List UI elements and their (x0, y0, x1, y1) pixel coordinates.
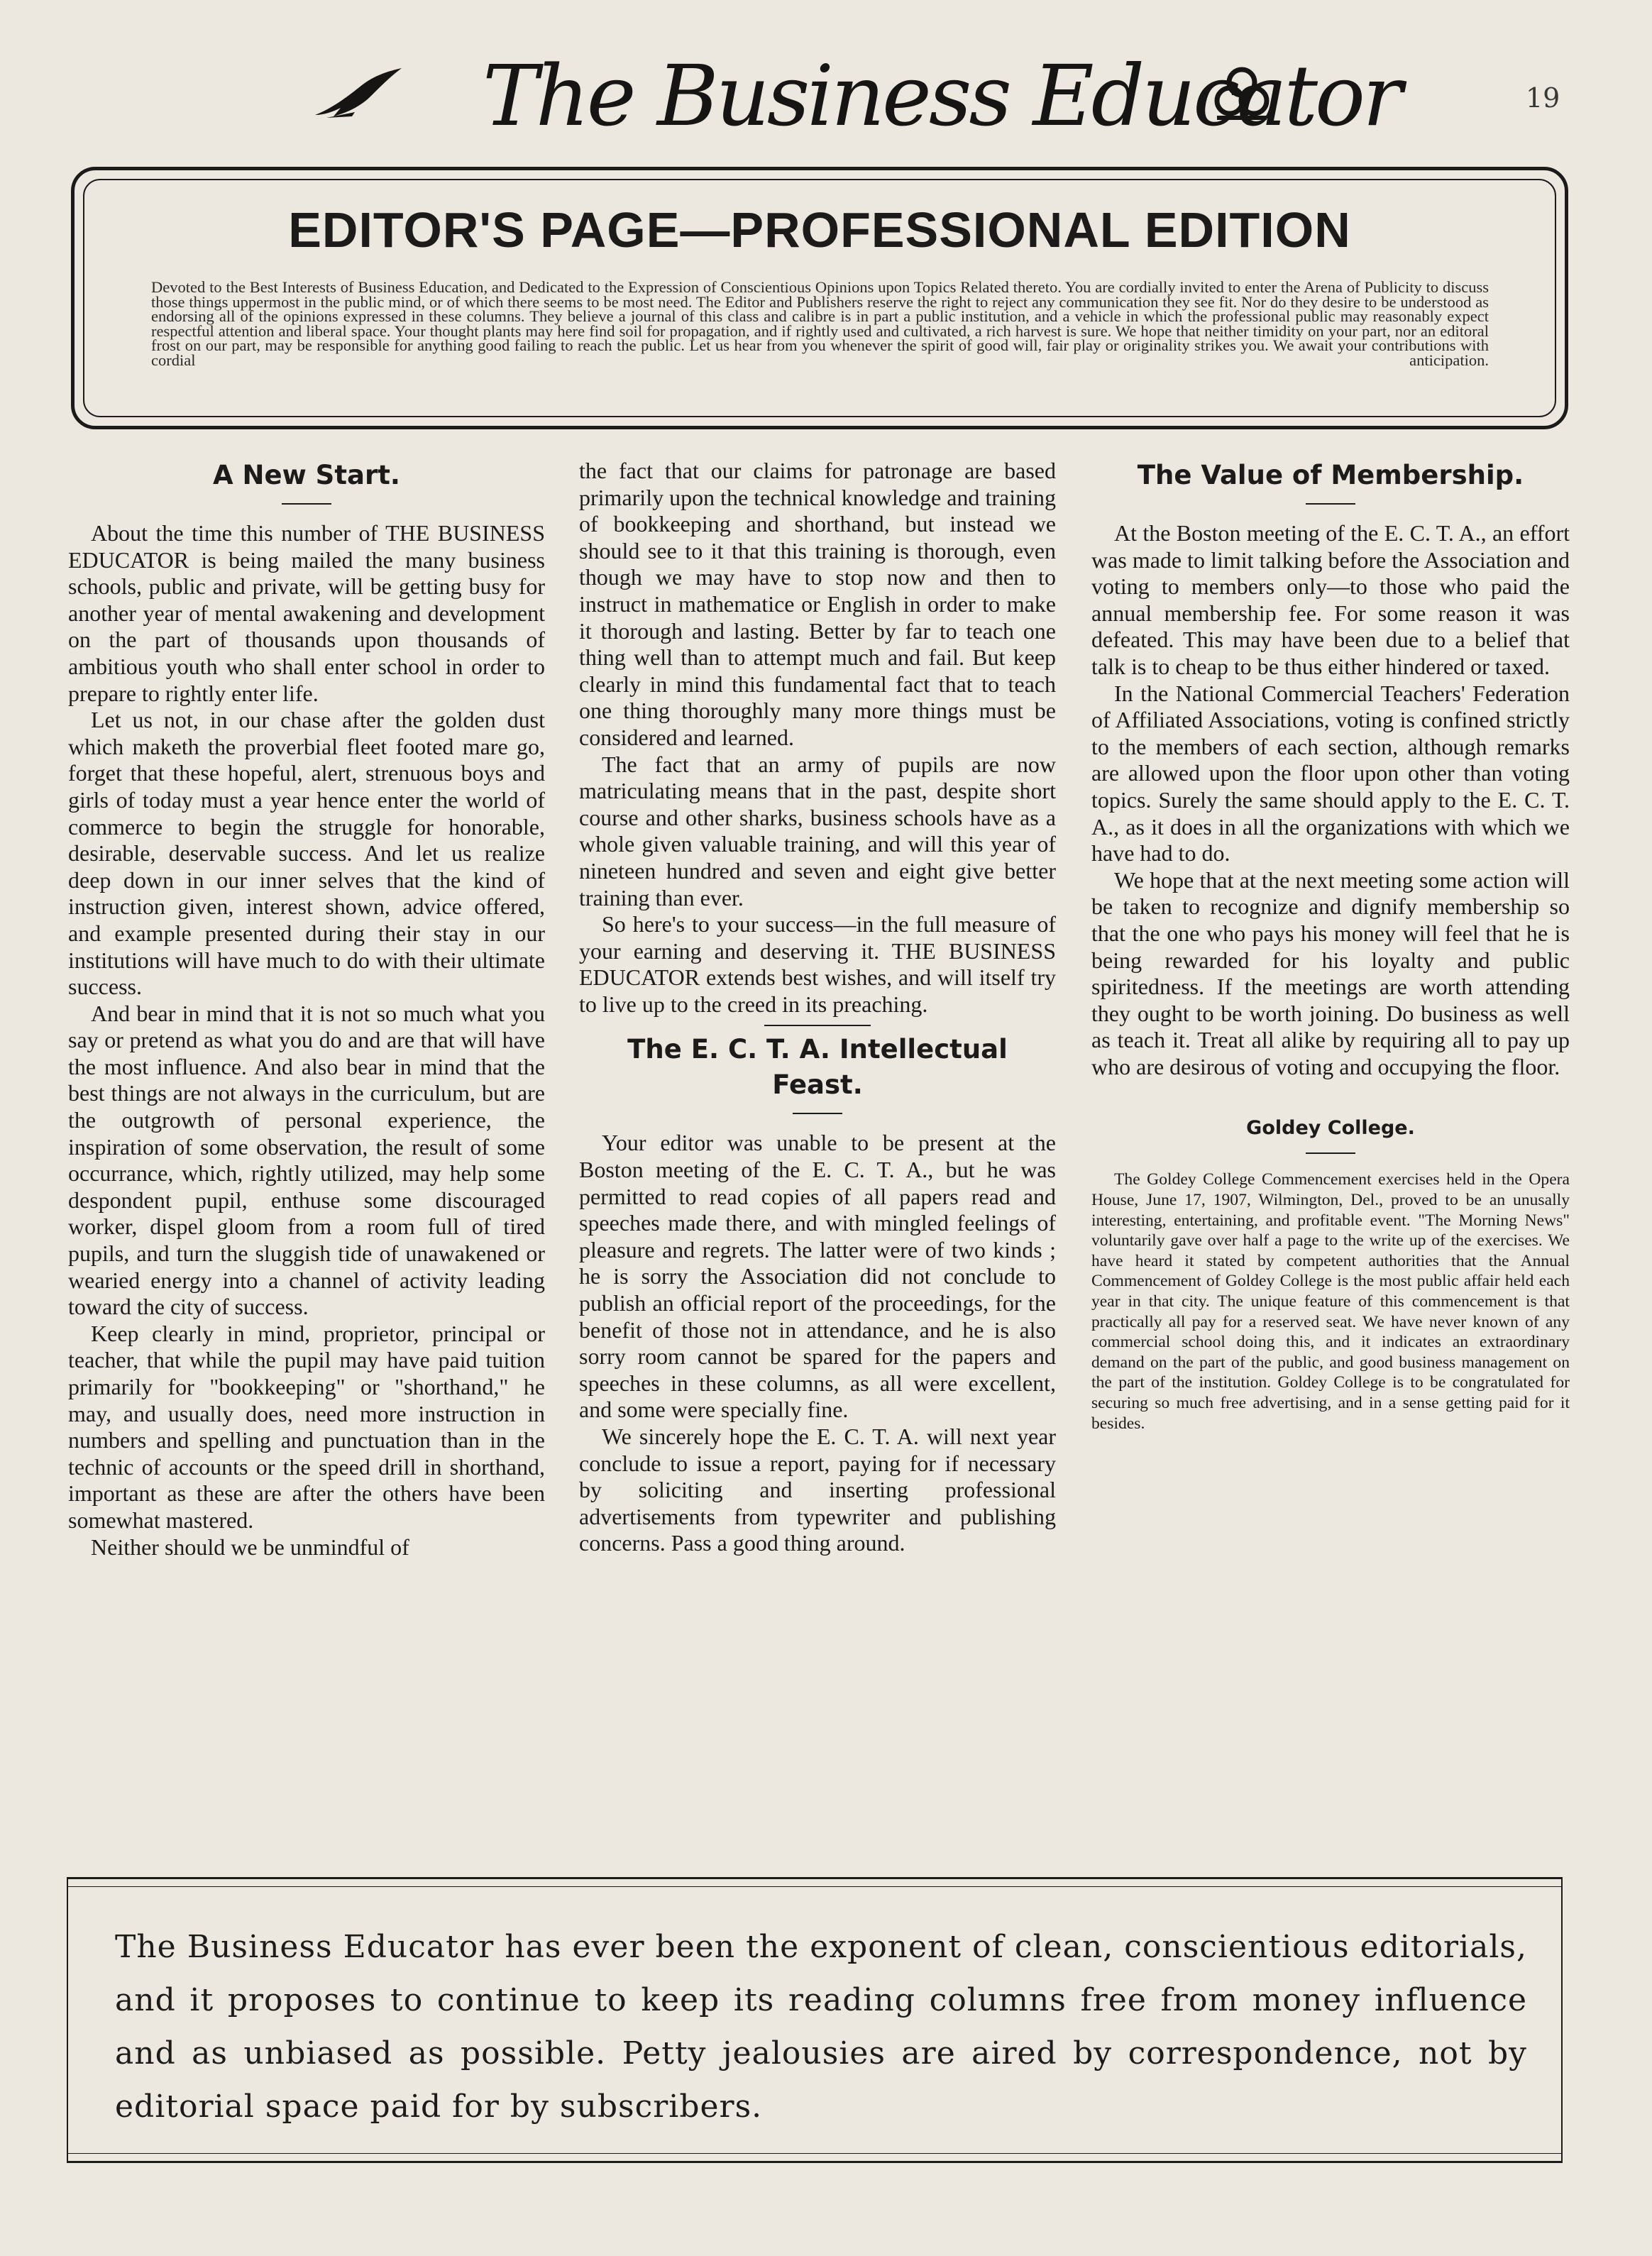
paragraph: Neither should we be unmindful of (91, 1534, 409, 1560)
column-3 (1091, 458, 1570, 1434)
paragraph: We sincerely hope the E. C. T. A. will next year conclude to issue a report, paying for if necessary by soliciting and inserting professional advertisements from typewriter and publishing concerns. Pass a good thing around. (579, 1424, 1056, 1556)
paragraph: We hope that at the next meeting some action will be taken to recognize and dignify membership so that the one who pays his money will feel that he is being rewarded for his loyalty and public spiritedness. If the meetings are worth attending they ought to be worth joining. Do business as well as teach it. Treat all alike by requiring all to pay up who are desirous of voting and occupying the floor. (1091, 866, 1570, 1079)
title-rule (1306, 1152, 1355, 1154)
paragraph: About the time this number of THE BUSINESS EDUCATOR is being mailed the many business schools, public and private, will be getting busy for another year of mental awakening and development on the part of thousands upon thousands of ambitious youth who shall enter school in order to prepare to rightly enter life. (68, 520, 545, 706)
notice-text: The Business Educator has ever been the exponent of clean, conscientious editorials, and it proposes to continue to keep its reading columns free from money influence and as unbiased as possible. Petty jealousies are aired by correspondence, not by editorial space paid for by subscribers. (115, 1929, 1527, 2125)
article-divider (764, 1025, 871, 1026)
column-1 (68, 458, 545, 1561)
editor-intro: Devoted to the Best Interests of Business Education, and Dedicated to the Expression of Conscientious Opinions upon Topics Related thereto. You are cordially invited to enter the Arena of Publicity to discuss those things uppermost in the public mind, or of which there seems to be most need. The Editor and Publishers reserve the right to reject any communication they see fit. Nor do they desire to be understood as endorsing all of the opinions expressed in these columns. They believe a journal of this class and calibre is in part a public institution, and a vehicle in which the professional public may reasonably expect respectful attention and liberal space. Your thought plants may here find soil for propagation, and if rightly used and cultivated, a rich harvest is sure. We hope that neither timidity on your part, nor an editoral frost on our part, may be responsible for anything good failing to reach the public. Let us hear from you whenever the spirit of good will, fair play or originality strikes you. We await your contributions with cordial anticipation. (151, 278, 1489, 369)
article-title-new-start: A New Start. (213, 460, 400, 490)
notice-box (67, 1877, 1563, 2163)
quill-icon (312, 65, 404, 122)
masthead-title: The Business Educator (483, 47, 1400, 145)
paragraph: The fact that an army of pupils are now matriculating means that in the past, despite short course and other sharks, business schools have as a whole given valuable training, and will this year of nineteen hundred and seven and eight give better training than ever. (579, 751, 1056, 910)
paragraph: And bear in mind that it is not so much what you say or pretend as what you do and are that will have the most influence. And also bear in mind that the best things are not always in the curriculum, but are the outgrowth of personal experience, the inspiration of some observation, the result of some occurrance, which, rightly utilized, may help some despondent pupil, enthuse some discouraged worker, dispel gloom from a room full of tired pupils, and turn the sluggish tide of unawakened or wearied energy into a channel of activity leading toward the city of success. (68, 1000, 545, 1320)
spacer (1091, 1080, 1570, 1114)
paragraph: Let us not, in our chase after the golden dust which maketh the proverbial fleet footed mare go, forget that these hopeful, alert, strenuous boys and girls of today must a year hence enter the world of commerce to begin the struggle for honorable, desirable, deservable success. And let us realize deep down in our inner selves that the kind of instruction given, interest shown, advice offered, and example presented during their stay in our institutions will have much to do with their ultimate success. (68, 707, 545, 1000)
paragraph: In the National Commercial Teachers' Federation of Affiliated Associations, voting is confined strictly to the members of each section, although remarks are allowed upon the floor upon other than voting topics. Surely the same should apply to the E. C. T. A., as it does in all the organizations with which we have had to do. (1091, 680, 1570, 866)
paragraph: Your editor was unable to be present at the Boston meeting of the E. C. T. A., but he was permitted to read copies of all papers read and speeches made there, and with mingled feelings of pleasure and regrets. The latter were of two kinds ; he is sorry the Association did not conclude to publish an official report of the proceedings, for the benefit of those not in attendance, and he is also sorry room cannot be spared for the papers and speeches in these columns, as all were excellent, and some were specially fine. (579, 1130, 1056, 1423)
paragraph-continued: the fact that our claims for patronage are based primarily upon the technical knowledge and training of bookkeeping and shorthand, but instead we should see to it that this training is thorough, even though we may have to stop now and then to instruct in mathematice or English in order to make it thorough and lasting. Better by far to teach one thing well than to attempt much and fail. But keep clearly in mind this fundamental fact that to teach one thing thoroughly many more things must be considered and learned. (579, 458, 1056, 750)
title-rule (1306, 503, 1355, 505)
article-title-goldey: Goldey College. (1246, 1117, 1415, 1140)
page-number: 19 (1526, 82, 1560, 114)
editor-heading: EDITOR'S PAGE—PROFESSIONAL EDITION (288, 202, 1351, 258)
masthead (0, 47, 1652, 145)
article-title-feast: The E. C. T. A. Intellectual Feast. (627, 1034, 1008, 1101)
paragraph: So here's to your success—in the full measure of your earning and deserving it. THE BUSINESS EDUCATOR extends best wishes, and will itself try to live up to the creed in its preaching. (579, 911, 1056, 1017)
editor-box (71, 167, 1568, 429)
article-title-membership: The Value of Membership. (1137, 460, 1524, 490)
paragraph: The Goldey College Commencement exercises held in the Opera House, June 17, 1907, Wilmington, Del., proved to be an unusally interesting, entertaining, and profitable event. "The Morning News" voluntarily gave over half a page to the write up of the exercises. We have heard it stated by competent authorities that the Annual Commencement of Goldey College is the most public affair held each year in that city. The unique feature of this commencement is that practically all pay for a reserved seat. We have never known of any commercial school doing this, and it indicates an extraordinary demand on the part of the public, and good business management on the part of the institution. Goldey College is to be congratulated for securing so much free advertising, and in a sense getting paid for it besides. (1091, 1170, 1570, 1433)
paragraph: At the Boston meeting of the E. C. T. A., an effort was made to limit talking before the Association and voting to members only—to those who paid the annual membership fee. For some reason it was defeated. This may have been due to a belief that talk is to cheap to be thus either hindered or taxed. (1091, 520, 1570, 679)
paragraph: Keep clearly in mind, proprietor, principal or teacher, that while the pupil may have paid tuition primarily for "bookkeeping" or "shorthand," he may, and usually does, need more instruction in numbers and spelling and punctuation than in the technic of accounts or the speed drill in shorthand, important as these are after the others have been somewhat mastered. (68, 1320, 545, 1533)
title-rule (793, 1113, 842, 1114)
column-2 (579, 458, 1056, 1557)
title-rule (282, 503, 331, 505)
ornament-icon (1210, 61, 1274, 125)
